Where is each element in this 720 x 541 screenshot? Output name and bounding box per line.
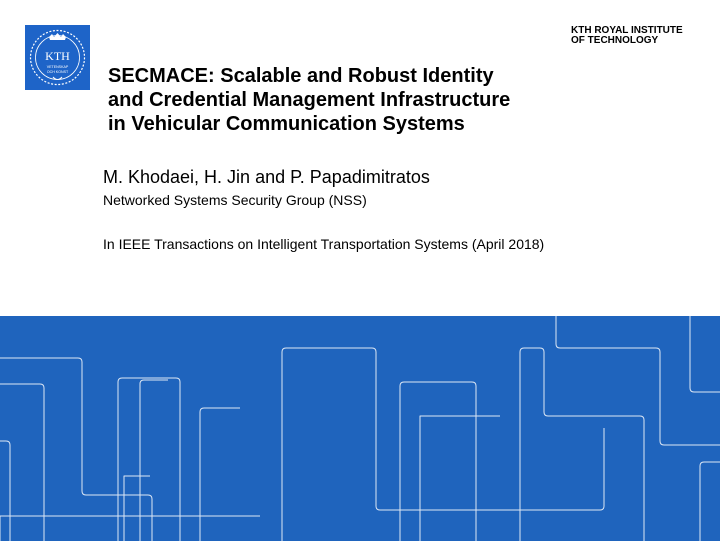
- authors: M. Khodaei, H. Jin and P. Papadimitratos: [103, 167, 430, 187]
- kth-logo-graphic: [25, 25, 90, 90]
- institute-name: KTH ROYAL INSTITUTE OF TECHNOLOGY: [571, 25, 683, 46]
- logo-motto-1: VETENSKAP: [46, 65, 69, 69]
- circuit-pattern: [0, 316, 720, 541]
- kth-logo: [25, 25, 90, 90]
- paper-title: SECMACE: Scalable and Robust Identity and Credential Management Infrastructure in Vehicular Communication Systems: [108, 65, 511, 135]
- logo-motto-2: OCH KONST: [46, 70, 69, 74]
- publication-venue: In IEEE Transactions on Intelligent Transportation Systems (April 2018): [103, 236, 545, 252]
- logo-wordmark: KTH: [45, 49, 70, 63]
- research-group: Networked Systems Security Group (NSS): [103, 192, 367, 208]
- circuit-pattern-band: [0, 316, 720, 541]
